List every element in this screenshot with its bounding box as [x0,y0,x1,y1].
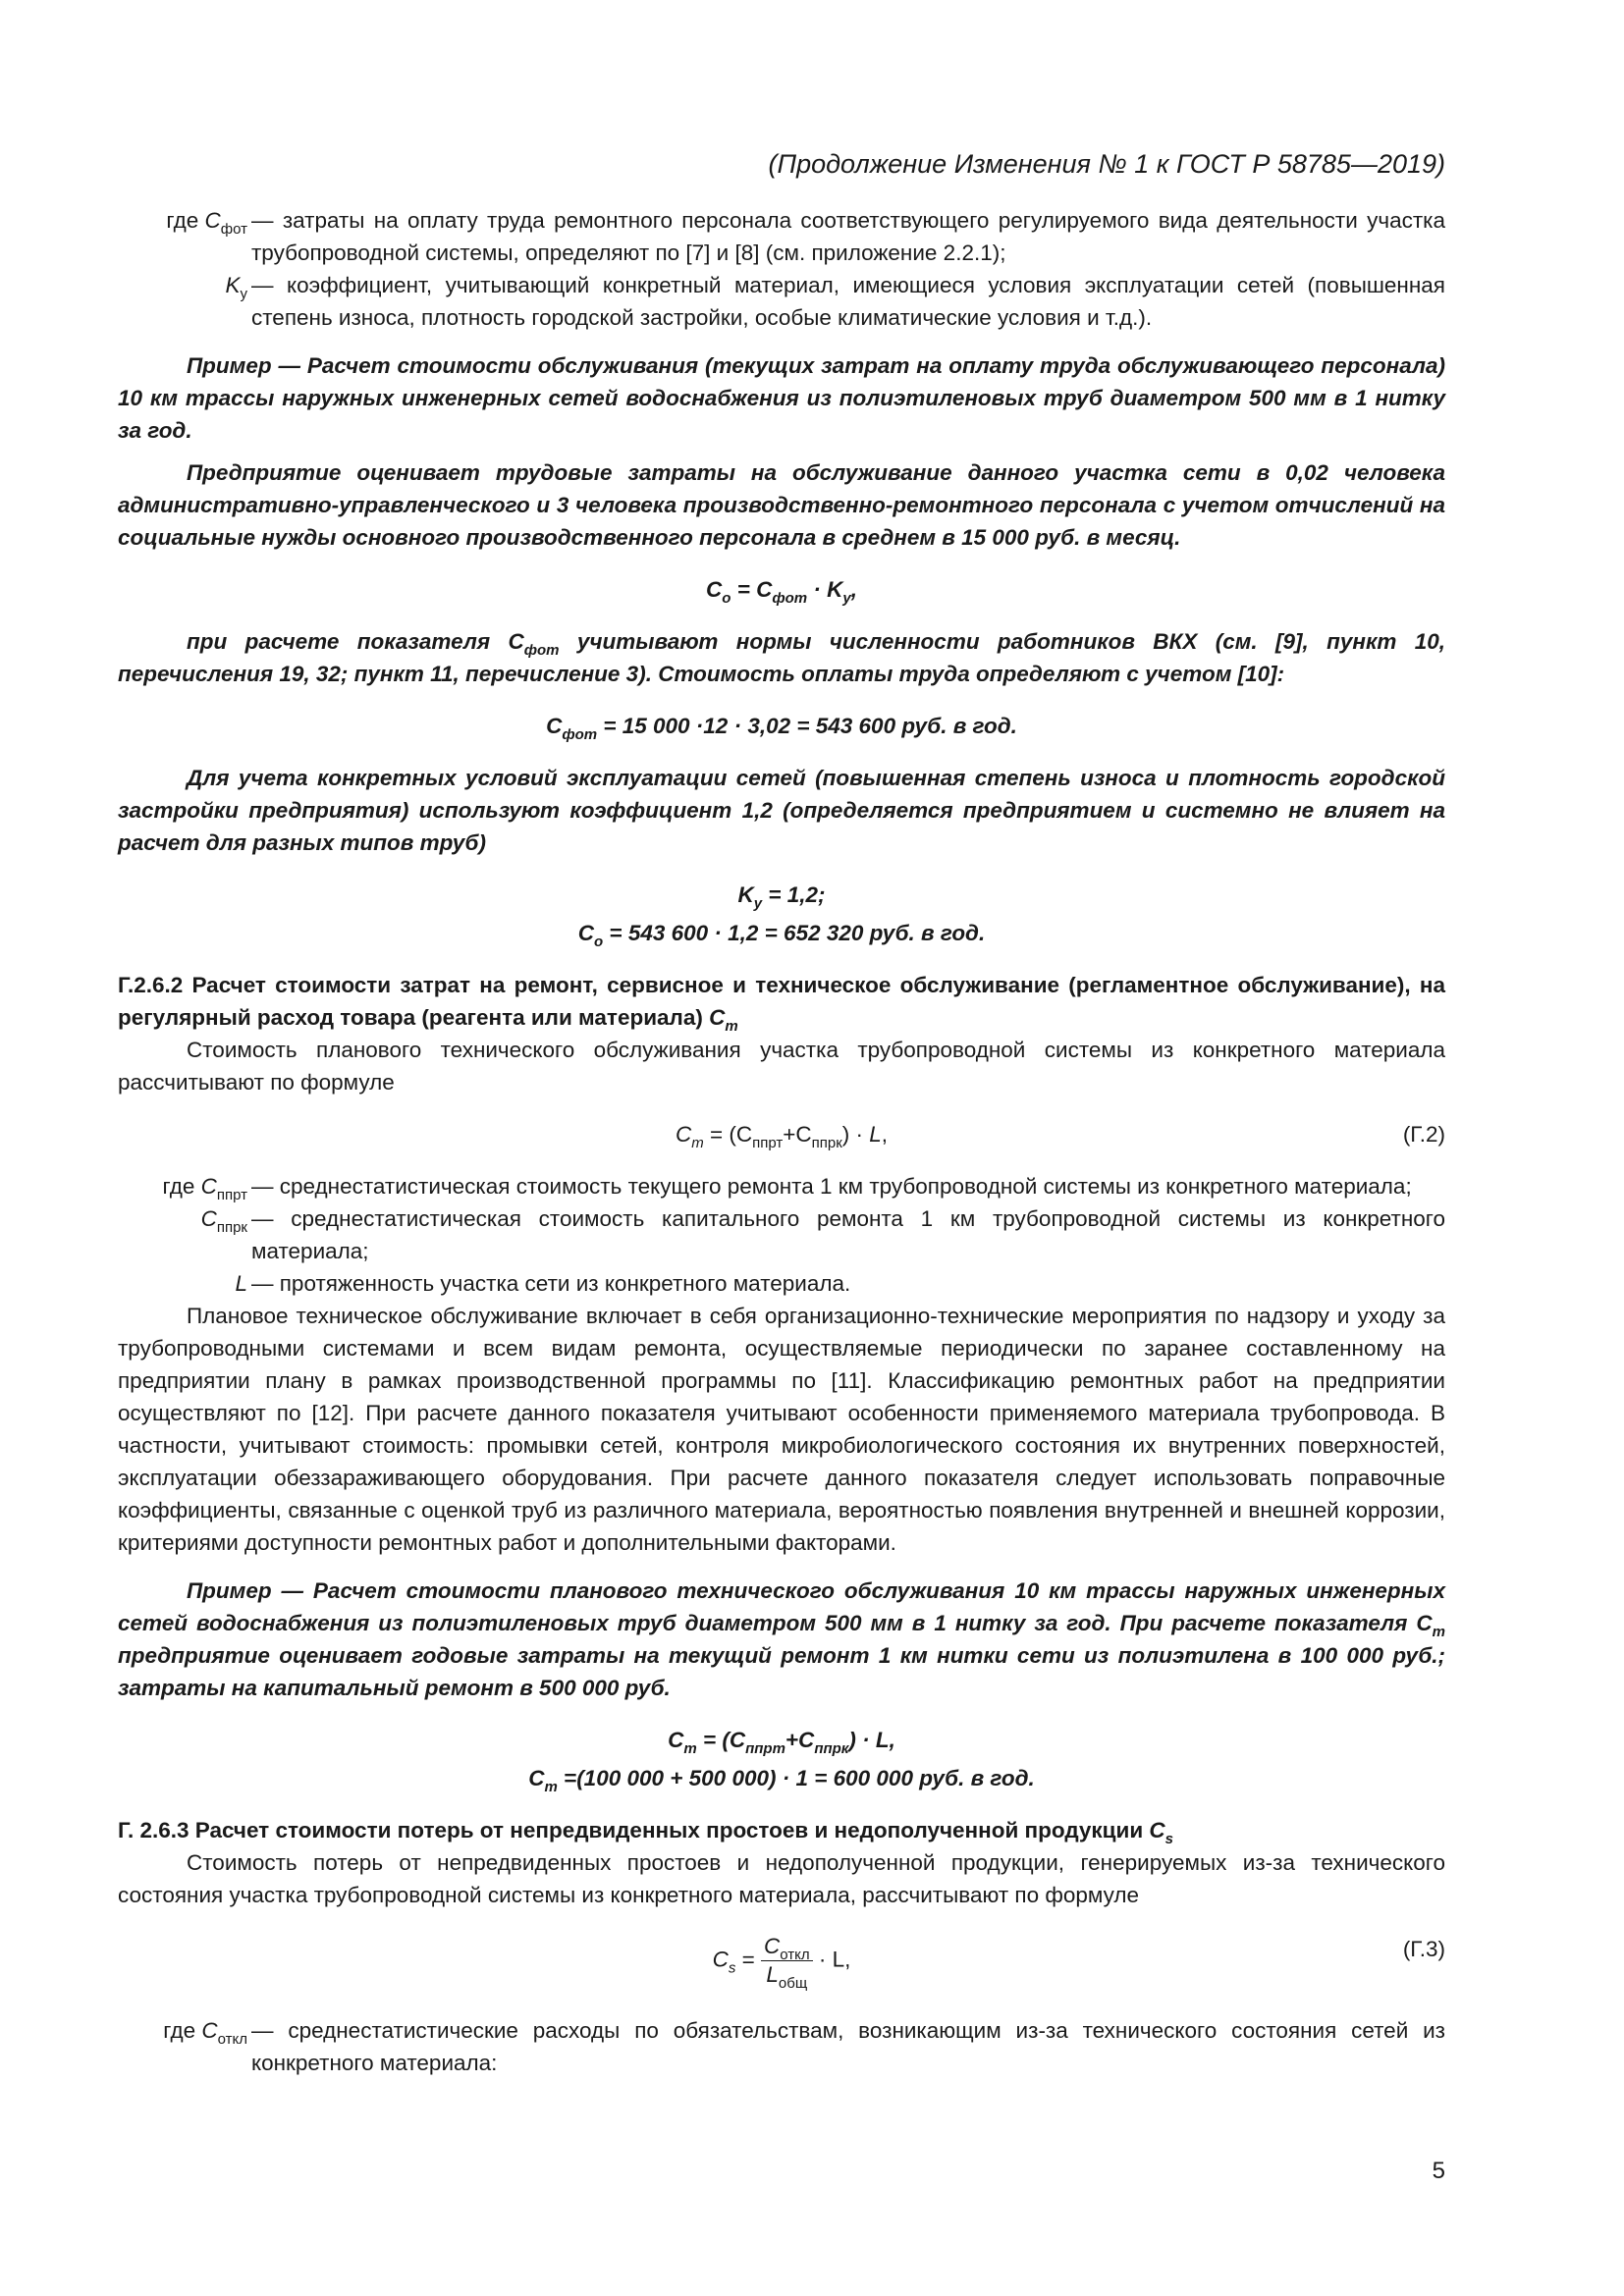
section-heading: Г. 2.6.3 Расчет стоимости потерь от непредвиденных простоев и недополученной продукции $C_s$ [118,1818,1173,1847]
definition-item: где $C_{откл}$ — среднестатистические расходы по обязательствам, возникающим из-за технического состояния сетей из конкретного материала: [163,2018,1445,2075]
formula-co: $C_o = C_{фот} \cdot K_у$, [706,577,857,607]
definition-item: где $C_{ппрт}$ — среднестатистическая стоимость текущего ремонта 1 км трубопроводной системы из конкретного материала; [162,1174,1412,1203]
definition-item: L — протяженность участка сети из конкретного материала. [235,1271,851,1296]
formula-ky: $K_у = 1,2$; [737,882,826,912]
paragraph: Плановое техническое обслуживание включает в себя организационно-технические мероприятия по надзору и уходу за трубопроводными системами и всем видам ремонта, осуществляемые периодически по заранее составленному на предприятии плану в рамках производственной программы по [11]. Классификацию ремонтных работ на предприятии осуществляют по [12]. При расчете данного показателя учитывают особенности применяемого материала трубопровода. В частности, учитывают стоимость: промывки сетей, контроля микробиологического состояния их внутренних поверхностей, эксплуатации обеззараживающего оборудования. При расчете данного показателя следует использовать поправочные коэффициенты, связанные с оценкой труб из различного материала, вероятностью появления внутренней и внешней коррозии, критериями доступности ремонтных работ и дополнительными факторами. [118,1304,1445,1555]
formula-number: (Г.3) [1402,1937,1445,1961]
formula-number: (Г.2) [1402,1122,1445,1147]
definition-text: — протяженность участка сети из конкретного материала. [251,1271,851,1296]
formula-g2: $C_m = (C_{ппрт}+C_{ппрк}) \cdot L$, (Г.2) [118,1118,1445,1150]
formula-fot: $C_{фот} = 15$ 000 ·12 · 3,02 = 543 600 руб. в год. [546,714,1017,743]
page-number: 5 [1432,2158,1445,2184]
definition-text: — среднестатистические расходы по обязательствам, возникающим из-за технического состояния сетей из конкретного материала: [251,2018,1445,2075]
definition-text: — затраты на оплату труда ремонтного персонала соответствующего регулируемого вида деятельности участка трубопроводной системы, определяют по [7] и [8] (см. приложение 2.2.1); [251,208,1445,265]
definition-item: $C_{ппрк}$ — среднестатистическая стоимость капитального ремонта 1 км трубопроводной системы из конкретного материала; [200,1206,1445,1263]
example-paragraph: Предприятие оценивает трудовые затраты на обслуживание данного участка сети в 0,02 человека административно-управленческого и 3 человека производственно-ремонтного персонала с учетом отчислений на социальные нужды основного производственного персонала в среднем в 15 000 руб. в месяц. [118,460,1445,550]
paragraph: Стоимость потерь от непредвиденных простоев и недополученной продукции, генерируемых из-за технического состояния участка трубопроводной системы из конкретного материала, рассчитывают по формуле [118,1850,1445,1907]
example-title: Пример — Расчет стоимости обслуживания (текущих затрат на оплату труда обслуживающего персонала) 10 км трассы наружных инженерных сетей водоснабжения из полиэтиленовых труб диаметром 500 мм в 1 нитку за год. [118,353,1445,443]
formula-cm-result: $C_m =(100$ 000 + 500 000) · 1 = 600 000 руб. в год. [528,1766,1035,1795]
paragraph: Стоимость планового технического обслуживания участка трубопроводной системы из конкретного материала рассчитывают по формуле [118,1038,1445,1095]
definition-item: где $C_{фот}$ — затраты на оплату труда ремонтного персонала соответствующего регулируемого вида деятельности участка трубопроводной системы, определяют по [7] и [8] (см. приложение 2.2.1); [166,208,1445,265]
example-paragraph: Для учета конкретных условий эксплуатации сетей (повышенная степень износа и плотность городской застройки предприятия) используют коэффициент 1,2 (определяется предприятием и системно не влияет на расчет для разных типов труб) [118,766,1445,855]
fraction: $\frac{C_{откл}}{L_{общ}}$ [761,1933,813,1989]
definition-text: — коэффициент, учитывающий конкретный материал, имеющиеся условия эксплуатации сетей (повышенная степень износа, плотность городской застройки, особые климатические условия и т.д.). [251,273,1445,330]
formula-cm: $C_m = (C_{ппрт}+C_{ппрк}) \cdot L$, [668,1728,895,1757]
definition-item: $K_у$ — коэффициент, учитывающий конкретный материал, имеющиеся условия эксплуатации сетей (повышенная степень износа, плотность городской застройки, особые климатические условия и т.д.). [225,273,1445,330]
formula-g3: $C_s$ = $\frac{C_{откл}}{L_{общ}}$ · L, (Г.3) [712,1934,1445,1992]
page-header: (Продолжение Изменения № 1 к ГОСТ Р 58785—2019) [768,149,1445,179]
page-content [118,147,1445,2079]
example-paragraph: Пример — Расчет стоимости планового технического обслуживания 10 км трассы наружных инженерных сетей водоснабжения из полиэтиленовых труб диаметром 500 мм в 1 нитку за год. При расчете показателя $C_m$ предприятие оценивает годовые затраты на текущий ремонт 1 км нитки сети из полиэтилена в 100 000 руб.; затраты на капитальный ремонт в 500 000 руб. [118,1578,1445,1700]
formula-co-result: $C_o = 543$ 600 · 1,2 = 652 320 руб. в год. [577,921,986,950]
section-heading: Г.2.6.2 Расчет стоимости затрат на ремонт, сервисное и техническое обслуживание (регламентное обслуживание), на регулярный расход товара (реагента или материала) $C_m$ [118,973,1445,1035]
example-paragraph: при расчете показателя $C_{фот}$ учитывают нормы численности работников ВКХ (см. [9], пункт 10, перечисления 19, 32; пункт 11, перечисление 3). Стоимость оплаты труда определяют с учетом [10]: [118,629,1445,686]
definition-text: — среднестатистическая стоимость текущего ремонта 1 км трубопроводной системы из конкретного материала; [251,1174,1412,1199]
definition-text: — среднестатистическая стоимость капитального ремонта 1 км трубопроводной системы из конкретного материала; [251,1206,1445,1263]
